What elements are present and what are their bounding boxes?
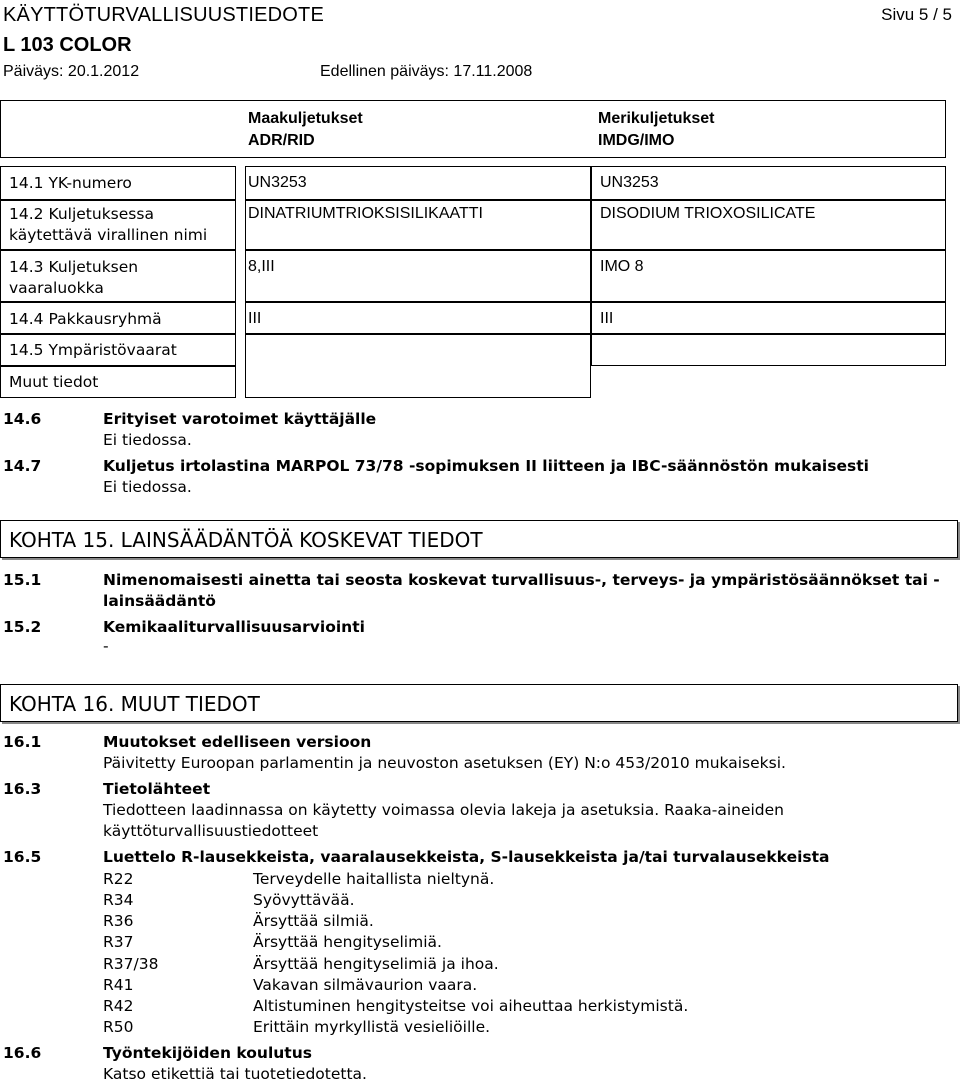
cell-box	[245, 302, 591, 334]
r-phrase-text: Ärsyttää hengityselimiä.	[253, 933, 442, 951]
s14-7-title: Kuljetus irtolastina MARPOL 73/78 -sopimuksen II liitteen ja IBC-säännöstön mukaisesti	[103, 457, 869, 475]
s15-1-title-line1: Nimenomaisesti ainetta tai seosta koskevat turvallisuus-, terveys- ja ympäristösäännökset tai -	[103, 571, 940, 589]
s16-6-body: Katso etikettiä tai tuotetiedotetta.	[103, 1065, 367, 1083]
sea-col-subtitle: IMDG/IMO	[598, 132, 675, 149]
s15-2-body: -	[103, 637, 109, 655]
transport-header-box	[0, 100, 946, 158]
land-col-subtitle: ADR/RID	[248, 132, 315, 149]
s15-2-number: 15.2	[3, 618, 42, 636]
page-indicator: Sivu 5 / 5	[881, 5, 952, 24]
r-phrase-code: R41	[103, 976, 134, 994]
s16-5-title: Luettelo R-lausekkeista, vaaralausekkeista, S-lausekkeista ja/tai turvalausekkeista	[103, 848, 830, 866]
row-label-other-info: Muut tiedot	[9, 373, 99, 391]
s16-6-number: 16.6	[3, 1044, 42, 1062]
row-label-hazard-class-1: 14.3 Kuljetuksen	[9, 258, 139, 276]
s15-1-number: 15.1	[3, 571, 42, 589]
previous-date: Edellinen päiväys: 17.11.2008	[320, 63, 533, 80]
s14-7-body: Ei tiedossa.	[103, 478, 192, 496]
sea-packing-group: III	[600, 310, 614, 327]
sea-un-number: UN3253	[600, 174, 659, 191]
r-phrase-text: Erittäin myrkyllistä vesieliöille.	[253, 1018, 491, 1036]
r-phrase-code: R36	[103, 912, 134, 930]
r-phrase-code: R50	[103, 1018, 134, 1036]
r-phrase-text: Ärsyttää silmiä.	[253, 912, 374, 930]
section-15-title: KOHTA 15. LAINSÄÄDÄNTÖÄ KOSKEVAT TIEDOT	[9, 528, 483, 552]
r-phrase-code: R34	[103, 891, 134, 909]
land-shipping-name: DINATRIUMTRIOKSISILIKAATTI	[248, 205, 483, 222]
section-16-header	[0, 684, 958, 722]
row-label-env-hazards: 14.5 Ympäristövaarat	[9, 341, 177, 359]
row-label-shipping-name-1: 14.2 Kuljetuksessa	[9, 205, 154, 223]
issue-date: Päiväys: 20.1.2012	[3, 63, 140, 80]
cell-box	[245, 250, 591, 302]
s14-6-title: Erityiset varotoimet käyttäjälle	[103, 410, 377, 428]
s16-3-number: 16.3	[3, 780, 42, 798]
s16-6-title: Työntekijöiden koulutus	[103, 1044, 312, 1062]
row-label-un-number: 14.1 YK-numero	[9, 174, 132, 192]
r-phrase-text: Altistuminen hengitysteitse voi aiheuttaa herkistymistä.	[253, 997, 689, 1015]
r-phrase-code: R42	[103, 997, 134, 1015]
cell-box	[245, 334, 591, 398]
s15-1-title-line2: lainsäädäntö	[103, 592, 216, 610]
s14-7-number: 14.7	[3, 457, 42, 475]
s14-6-number: 14.6	[3, 410, 42, 428]
sea-col-title: Merikuljetukset	[598, 110, 715, 127]
s16-1-body: Päivitetty Euroopan parlamentin ja neuvoston asetuksen (EY) N:o 453/2010 mukaiseksi.	[103, 754, 786, 772]
cell-box	[591, 302, 946, 334]
section-15-header	[0, 520, 958, 558]
r-phrase-code: R37	[103, 933, 134, 951]
cell-box	[591, 250, 946, 302]
section-16-title: KOHTA 16. MUUT TIEDOT	[9, 692, 260, 716]
s16-3-body-line2: käyttöturvallisuustiedotteet	[103, 822, 319, 840]
row-label-hazard-class-2: vaaraluokka	[9, 279, 104, 297]
r-phrase-code: R22	[103, 870, 134, 888]
s16-3-body-line1: Tiedotteen laadinnassa on käytetty voimassa olevia lakeja ja asetuksia. Raaka-aineiden	[103, 801, 784, 819]
product-name: L 103 COLOR	[3, 34, 132, 56]
land-col-title: Maakuljetukset	[248, 110, 363, 127]
s14-6-body: Ei tiedossa.	[103, 431, 192, 449]
s15-2-title: Kemikaaliturvallisuusarviointi	[103, 618, 365, 636]
r-phrase-code: R37/38	[103, 955, 159, 973]
s16-1-title: Muutokset edelliseen versioon	[103, 733, 372, 751]
r-phrase-text: Terveydelle haitallista nieltynä.	[253, 870, 495, 888]
row-label-shipping-name-2: käytettävä virallinen nimi	[9, 226, 208, 244]
s16-5-number: 16.5	[3, 848, 42, 866]
s16-1-number: 16.1	[3, 733, 42, 751]
sea-shipping-name: DISODIUM TRIOXOSILICATE	[600, 205, 816, 222]
row-label-packing-group: 14.4 Pakkausryhmä	[9, 310, 162, 328]
r-phrase-text: Vakavan silmävaurion vaara.	[253, 976, 478, 994]
s16-3-title: Tietolähteet	[103, 780, 211, 798]
sea-hazard-class: IMO 8	[600, 258, 644, 275]
r-phrase-text: Ärsyttää hengityselimiä ja ihoa.	[253, 955, 499, 973]
r-phrase-text: Syövyttävää.	[253, 891, 355, 909]
land-packing-group: III	[248, 310, 262, 327]
document-title: KÄYTTÖTURVALLISUUSTIEDOTE	[3, 4, 324, 26]
cell-box	[591, 334, 946, 366]
land-un-number: UN3253	[248, 174, 307, 191]
land-hazard-class: 8,III	[248, 258, 275, 275]
